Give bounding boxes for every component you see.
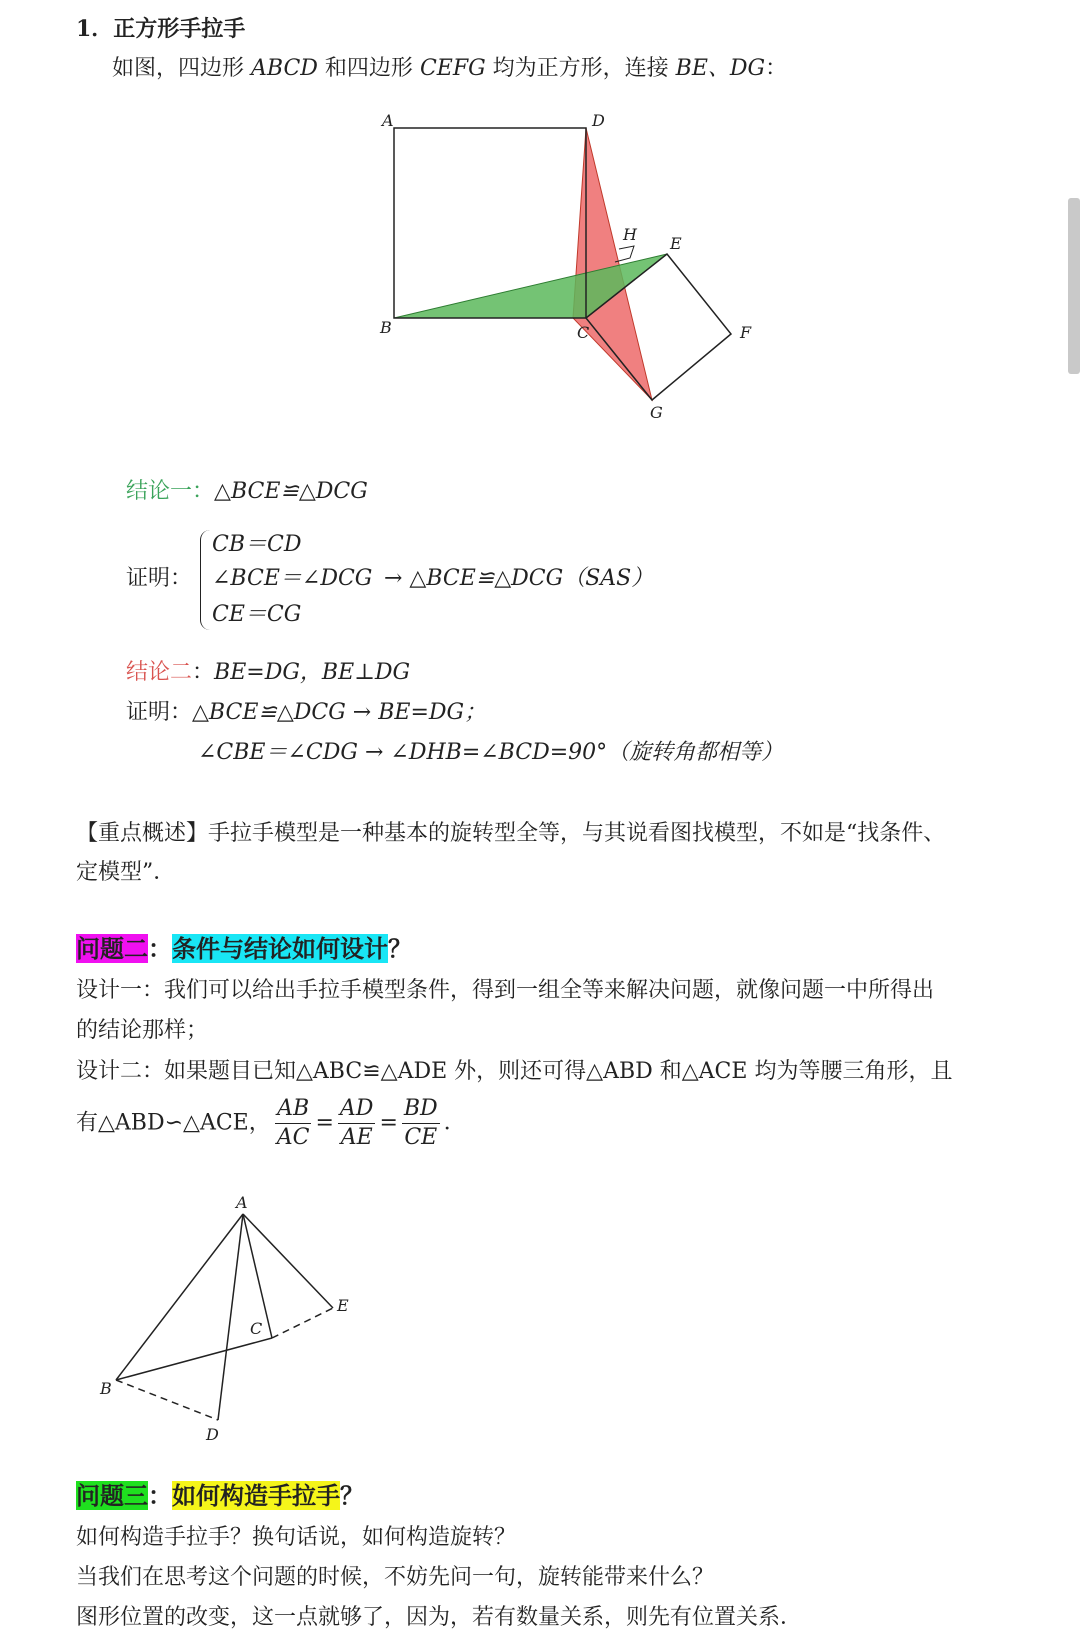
frac3-denominator: CE [404,1125,438,1150]
fig2-label-d: D [206,1425,219,1444]
conclusion-one-statement: △BCE≌△DCG [214,479,368,504]
intro-cefg: CEFG [419,56,486,81]
conclusion-one [126,477,368,507]
proof-two-label: 证明： [126,700,193,725]
intro-end: ： [765,56,788,81]
label-b: B [380,318,392,337]
label-h: H [623,225,637,244]
question-three-title: 如何构造手拉手 [172,1481,340,1510]
intro-lines: BE、DG [675,56,766,81]
question-three-colon: ： [148,1481,172,1510]
segment-ab [116,1214,243,1380]
segment-bd-dashed [116,1380,218,1420]
conclusion-two-label: 结论二 [126,660,193,685]
fig2-label-e: E [337,1296,349,1315]
conclusion-two-statement: BE=DG，BE⊥DG [214,660,411,685]
question-three-line-3: 图形位置的改变，这一点就够了，因为，若有数量关系，则先有位置关系． [76,1605,803,1630]
proof-two-line-2: ∠CBE＝∠CDG → ∠DHB=∠BCD=90°（旋转角都相等） [198,740,784,765]
question-two-heading [76,932,412,966]
frac1-denominator: AC [276,1125,310,1150]
intro-abcd: ABCD [251,56,318,81]
intro-mid: 和四边形 [317,56,420,81]
proof-two-line-1: △BCE≌△DCG → BE=DG； [192,700,487,725]
design-one-line-2: 的结论那样； [76,1018,209,1043]
proof-brace [200,530,211,630]
fraction-ad-ae [338,1095,376,1152]
question-three-mark: ？ [340,1481,364,1510]
frac1-numerator: AB [275,1095,312,1124]
proof-two [126,698,486,728]
conclusion-two [126,658,410,688]
equals-1: = [315,1110,334,1136]
formula-period: ． [443,1110,466,1136]
proof-one-line-3: CE＝CG [212,602,302,627]
frac3-numerator: BD [402,1095,440,1124]
design-two-prefix: 有△ABD∽△ACE， [76,1110,271,1136]
fig2-label-b: B [100,1379,112,1398]
segment-bc [116,1338,272,1380]
equals-2: = [379,1110,398,1136]
question-two-tag: 问题二 [76,934,148,963]
question-three-line-1: 如何构造手拉手？换句话说，如何构造旋转？ [76,1525,517,1550]
question-three-tag: 问题三 [76,1481,148,1510]
question-three-line-2: 当我们在思考这个问题的时候，不妨先问一句，旋转能带来什么？ [76,1565,715,1590]
design-two-formula [76,1095,466,1152]
fig2-label-a: A [236,1193,248,1212]
fraction-ab-ac [275,1095,312,1152]
frac2-numerator: AD [338,1095,376,1124]
conclusion-one-label: 结论一 [126,479,193,504]
question-two-colon: ： [148,934,172,963]
vertical-scrollbar[interactable] [1068,198,1080,374]
label-a: A [382,111,394,130]
section-heading: 1．正方形手拉手 [76,16,246,42]
square-handshake-figure [0,0,1080,440]
label-d: D [592,111,605,130]
frac2-denominator: AE [340,1125,373,1150]
proof-one-line-1: CB＝CD [212,532,302,557]
similar-triangles-figure [0,1180,400,1450]
question-two-mark: ？ [388,934,412,963]
label-c: C [577,323,590,342]
proof-one-label: 证明： [126,566,193,591]
proof-one-line-2: ∠BCE＝∠DCG [212,566,373,591]
segment-ad [218,1214,243,1420]
summary-line-2: 定模型”． [76,860,176,885]
fig2-label-c: C [250,1319,263,1338]
proof-one-result: → △BCE≌△DCG（SAS） [384,566,654,591]
segment-ce-dashed [272,1308,333,1338]
question-two-title: 条件与结论如何设计 [172,934,388,963]
design-two-line-1: 设计二：如果题目已知△ABC≌△ADE 外，则还可得△ABD 和△ACE 均为等腰三角形，且 [76,1059,953,1084]
segment-ae [243,1214,333,1308]
intro-post: 均为正方形，连接 [485,56,676,81]
label-g: G [650,403,663,422]
conclusion-two-colon: ： [192,660,215,685]
design-one-line-1: 设计一：我们可以给出手拉手模型条件，得到一组全等来解决问题，就像问题一中所得出 [76,978,935,1003]
label-f: F [740,323,752,342]
fraction-bd-ce [402,1095,440,1152]
question-three-heading [76,1479,364,1513]
summary-line-1: 【重点概述】手拉手模型是一种基本的旋转型全等，与其说看图找模型，不如是“找条件、 [76,821,946,846]
conclusion-one-colon: ： [192,479,215,504]
label-e: E [670,234,682,253]
intro-pre: 如图，四边形 [112,56,251,81]
